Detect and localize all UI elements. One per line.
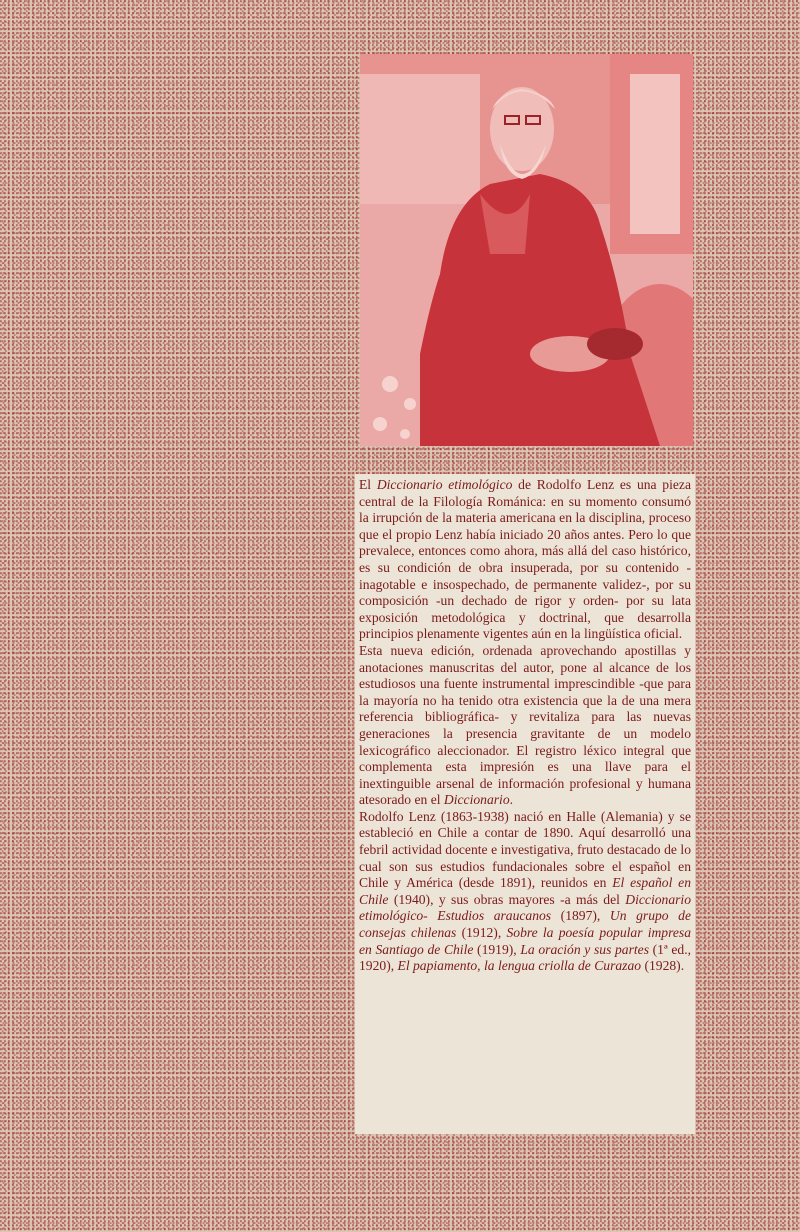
paragraph-3: Rodolfo Lenz (1863-1938) nació en Halle (Alemania) y se estableció en Chile a contar de 1890. Aquí desarrolló una febril actividad docente e investigativa, fruto destacado de lo cual son sus estudios fundacionales sobre el español en Chile y América (desde 1891), reunidos en El español en Chile (1940), y sus obras mayores -a más del Diccionario etimológico- Estudios araucanos (1897), Un grupo de consejas chilenas (1912), Sobre la poesía popular impresa en Santiago de Chile (1919), La oración y sus partes (1ª ed., 1920), El papiamento, la lengua criolla de Curazao (1928). bbox=[359, 808, 692, 974]
paragraph-2: Esta nueva edición, ordenada aprovechando apostillas y anotaciones manuscritas del autor, pone al alcance de los estudiosos una fuente instrumental imprescindible -que para la mayoría no ha tenido otra existencia que la de una mera referencia bibliográfica- y revitaliza para las nuevas generaciones la presencia gravitante de un modelo lexicográfico aleccionador. El registro léxico integral que complementa esta impresión es una llave para el inextinguible arsenal de información profesional y humana atesorado en el Diccionario. bbox=[359, 642, 691, 808]
author-portrait-photo bbox=[360, 54, 693, 446]
paragraph-1: El Diccionario etimológico de Rodolfo Lenz es una pieza central de la Filología Románica: en su momento consumó la irrupción de la materia americana en la disciplina, proceso que el propio Lenz había iniciado 20 años antes. Pero lo que prevalece, entonces como ahora, más allá del caso histórico, es su condición de obra insuperada, por su contenido -inagotable e insospechado, de permanente validez-, por su composición -un dechado de rigor y orden- por su lata exposición metodológica y doctrinal, que desarrolla principios plenamente vigentes aún en la lingüística oficial. bbox=[359, 477, 691, 642]
portrait-photo-icon bbox=[360, 54, 693, 446]
back-cover-text bbox=[355, 474, 695, 1134]
